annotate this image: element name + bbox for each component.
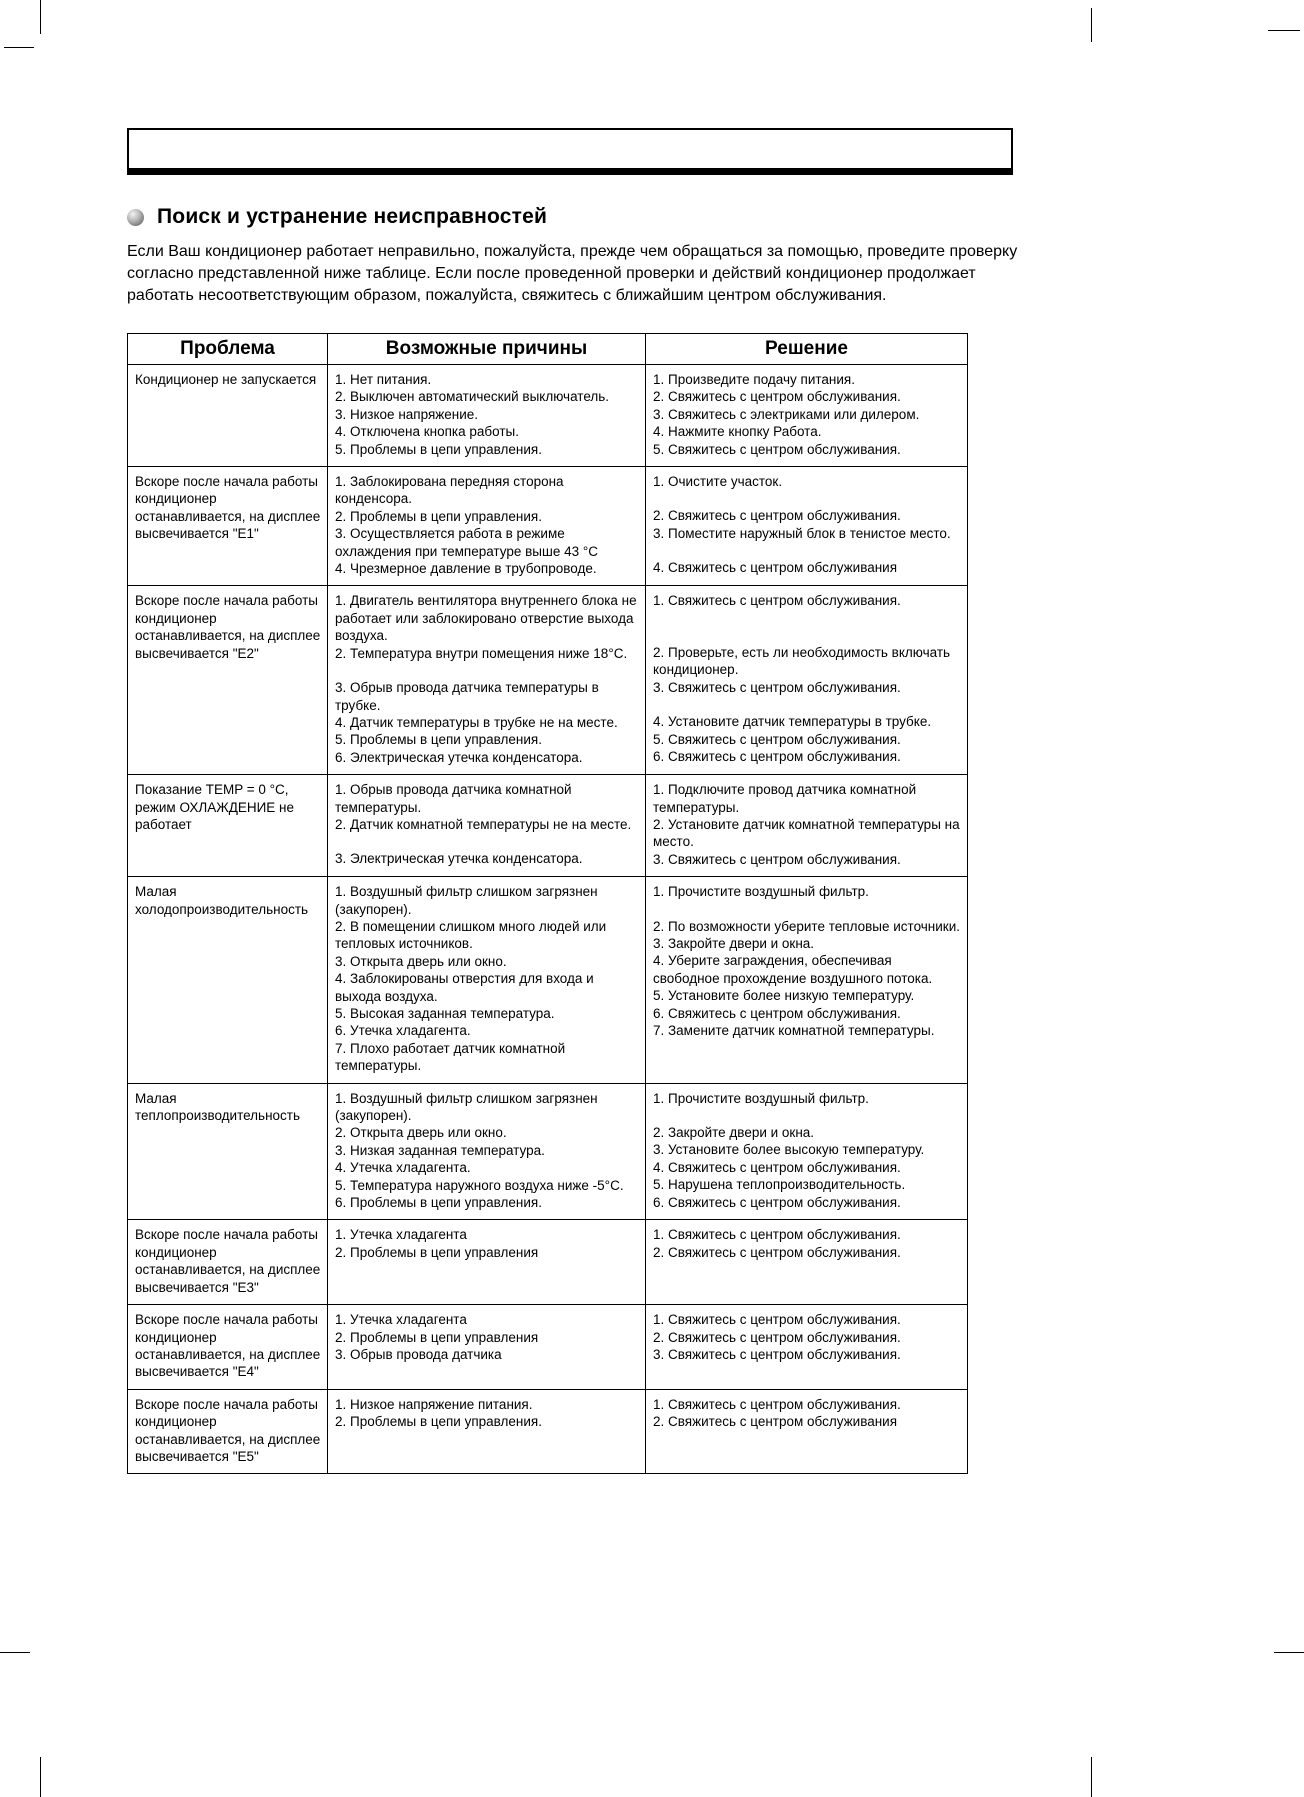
- blank-line: [653, 490, 960, 507]
- solution-item: 1. Произведите подачу питания.: [653, 372, 855, 387]
- page-header-box: [127, 128, 1013, 175]
- problem-cell: Малая теплопроизводительность: [128, 1083, 328, 1220]
- problem-cell: Вскоре после начала работы кондиционер останавливается, на дисплее высвечивается "E2": [128, 586, 328, 775]
- solutions-cell: [646, 877, 968, 1083]
- table-row: [128, 467, 968, 586]
- troubleshooting-table: [127, 333, 968, 1474]
- cause-item: 3. Низкая заданная температура.: [335, 1142, 545, 1158]
- causes-cell: [328, 1220, 646, 1305]
- table-row: [128, 1389, 968, 1474]
- cause-item: 2. В помещении слишком много людей или тепловых источников.: [335, 918, 607, 952]
- solution-item: 2. Проверьте, есть ли необходимость включать кондиционер.: [653, 644, 951, 678]
- table-row: [128, 586, 968, 775]
- table-row: [128, 1083, 968, 1220]
- blank-line: [653, 696, 960, 713]
- table-body: [128, 365, 968, 1474]
- cause-item: 5. Проблемы в цепи управления.: [335, 732, 542, 748]
- cause-item: 2. Температура внутри помещения ниже 18°C.: [335, 645, 628, 661]
- crop-mark: [40, 0, 41, 34]
- causes-cell: [328, 467, 646, 586]
- causes-cell: [328, 1389, 646, 1474]
- solutions-cell: [646, 1389, 968, 1474]
- solutions-cell: [646, 775, 968, 877]
- solution-item: 7. Замените датчик комнатной температуры.: [653, 1023, 935, 1038]
- table-row: [128, 1220, 968, 1305]
- crop-mark: [1091, 8, 1092, 42]
- cause-item: 1. Утечка хладагента: [335, 1227, 467, 1243]
- blank-line: [335, 833, 638, 850]
- solution-item: 4. Уберите заграждения, обеспечивая свободное прохождение воздушного потока.: [653, 953, 933, 986]
- cause-item: 2. Датчик комнатной температуры не на месте.: [335, 816, 632, 832]
- cause-item: 4. Отключена кнопка работы.: [335, 424, 519, 440]
- cause-item: 7. Плохо работает датчик комнатной температуры.: [335, 1040, 566, 1074]
- cause-item: 3. Обрыв провода датчика температуры в трубке.: [335, 680, 599, 713]
- cause-item: 1. Обрыв провода датчика комнатной температуры.: [335, 782, 572, 815]
- solution-item: 6. Свяжитесь с центром обслуживания.: [653, 1005, 901, 1021]
- cause-item: 6. Проблемы в цепи управления.: [335, 1195, 542, 1211]
- cause-item: 1. Заблокирована передняя сторона конденсора.: [335, 474, 564, 507]
- crop-mark: [1268, 30, 1300, 31]
- solution-item: 1. Прочистите воздушный фильтр.: [653, 1090, 869, 1106]
- solution-item: 1. Очистите участок.: [653, 474, 783, 490]
- cause-item: 5. Высокая заданная температура.: [335, 1006, 555, 1021]
- crop-mark: [1091, 1757, 1092, 1797]
- cause-item: 1. Нет питания.: [335, 372, 432, 387]
- solution-item: 2. По возможности уберите тепловые источники.: [653, 918, 961, 934]
- blank-line: [653, 542, 960, 559]
- cause-item: 1. Воздушный фильтр слишком загрязнен (закупорен).: [335, 1090, 598, 1124]
- solution-item: 4. Свяжитесь с центром обслуживания: [653, 560, 898, 576]
- cause-item: 3. Электрическая утечка конденсатора.: [335, 851, 583, 867]
- cause-item: 1. Низкое напряжение питания.: [335, 1396, 533, 1412]
- blank-line: [653, 901, 960, 918]
- table-row: [128, 877, 968, 1083]
- page-title: Поиск и устранение неисправностей: [157, 205, 548, 228]
- sphere-bullet-icon: [127, 209, 144, 226]
- solution-item: 4. Установите датчик температуры в трубке.: [653, 714, 932, 730]
- col-header-causes: Возможные причины: [328, 334, 646, 365]
- cause-item: 3. Низкое напряжение.: [335, 406, 479, 422]
- solutions-cell: [646, 365, 968, 467]
- section-title-row: [127, 205, 547, 229]
- causes-cell: [328, 877, 646, 1083]
- problem-cell: Вскоре после начала работы кондиционер останавливается, на дисплее высвечивается "E5": [128, 1389, 328, 1474]
- solutions-cell: [646, 1083, 968, 1220]
- solutions-cell: [646, 1220, 968, 1305]
- solution-item: 3. Свяжитесь с электриками или дилером.: [653, 406, 920, 422]
- blank-line: [653, 627, 960, 644]
- solution-item: 3. Поместите наружный блок в тенистое место.: [653, 525, 951, 541]
- problem-cell: Показание TEMP = 0 °C, режим ОХЛАЖДЕНИЕ не работает: [128, 775, 328, 877]
- cause-item: 2. Проблемы в цепи управления.: [335, 508, 542, 524]
- cause-item: 6. Утечка хладагента.: [335, 1023, 471, 1039]
- causes-cell: [328, 1083, 646, 1220]
- table-header-row: [128, 334, 968, 365]
- cause-item: 2. Открыта дверь или окно.: [335, 1125, 507, 1141]
- solution-item: 4. Свяжитесь с центром обслуживания.: [653, 1159, 901, 1175]
- solutions-cell: [646, 1305, 968, 1390]
- solution-item: 1. Свяжитесь с центром обслуживания.: [653, 1396, 901, 1412]
- cause-item: 1. Утечка хладагента: [335, 1312, 467, 1328]
- solution-item: 3. Закройте двери и окна.: [653, 935, 815, 951]
- solution-item: 3. Установите более высокую температуру.: [653, 1142, 925, 1158]
- solution-item: 1. Подключите провод датчика комнатной температуры.: [653, 782, 917, 815]
- cause-item: 5. Проблемы в цепи управления.: [335, 441, 542, 457]
- solution-item: 2. Свяжитесь с центром обслуживания.: [653, 389, 901, 405]
- causes-cell: [328, 775, 646, 877]
- blank-line: [653, 1107, 960, 1124]
- problem-cell: Малая холодопроизводительность: [128, 877, 328, 1083]
- solution-item: 2. Закройте двери и окна.: [653, 1125, 815, 1141]
- cause-item: 2. Выключен автоматический выключатель.: [335, 389, 610, 405]
- solutions-cell: [646, 586, 968, 775]
- causes-cell: [328, 365, 646, 467]
- problem-cell: Кондиционер не запускается: [128, 365, 328, 467]
- cause-item: 3. Обрыв провода датчика: [335, 1346, 502, 1362]
- blank-line: [653, 610, 960, 627]
- solution-item: 3. Свяжитесь с центром обслуживания.: [653, 679, 901, 695]
- cause-item: 4. Датчик температуры в трубке не на месте.: [335, 714, 618, 730]
- problem-cell: Вскоре после начала работы кондиционер останавливается, на дисплее высвечивается "E4": [128, 1305, 328, 1390]
- solution-item: 2. Свяжитесь с центром обслуживания: [653, 1414, 898, 1430]
- solution-item: 1. Свяжитесь с центром обслуживания.: [653, 1227, 901, 1243]
- crop-mark: [1274, 1652, 1304, 1653]
- solution-item: 1. Прочистите воздушный фильтр.: [653, 884, 869, 900]
- table-row: [128, 1305, 968, 1390]
- col-header-solution: Решение: [646, 334, 968, 365]
- crop-mark: [0, 1652, 30, 1653]
- solution-item: 6. Свяжитесь с центром обслуживания.: [653, 1194, 901, 1210]
- cause-item: 5. Температура наружного воздуха ниже -5°C.: [335, 1177, 624, 1193]
- crop-mark: [40, 1757, 41, 1797]
- solution-item: 1. Свяжитесь с центром обслуживания.: [653, 593, 901, 609]
- cause-item: 3. Осуществляется работа в режиме охлаждения при температуре выше 43 °C: [335, 526, 599, 559]
- solution-item: 2. Свяжитесь с центром обслуживания.: [653, 1329, 901, 1345]
- cause-item: 2. Проблемы в цепи управления: [335, 1244, 539, 1260]
- cause-item: 4. Утечка хладагента.: [335, 1160, 471, 1176]
- blank-line: [335, 662, 638, 679]
- solution-item: 5. Нарушена теплопроизводительность.: [653, 1177, 906, 1193]
- cause-item: 4. Заблокированы отверстия для входа и выхода воздуха.: [335, 971, 594, 1004]
- table-row: [128, 365, 968, 467]
- cause-item: 2. Проблемы в цепи управления: [335, 1329, 539, 1345]
- cause-item: 2. Проблемы в цепи управления.: [335, 1414, 542, 1430]
- intro-paragraph: Если Ваш кондиционер работает неправильно, пожалуйста, прежде чем обращаться за помощью, проведите проверку согласно представленной ниже таблице. Если после проведенной проверки и действий кондиционер продолжает работать несоответствующим образом, пожалуйста, свяжитесь с ближайшим центром обслуживания.: [127, 243, 1018, 305]
- cause-item: 1. Воздушный фильтр слишком загрязнен (закупорен).: [335, 884, 598, 917]
- solution-item: 3. Свяжитесь с центром обслуживания.: [653, 1346, 901, 1362]
- solution-item: 2. Установите датчик комнатной температуры на место.: [653, 816, 960, 850]
- solution-item: 5. Свяжитесь с центром обслуживания.: [653, 731, 901, 747]
- cause-item: 3. Открыта дверь или окно.: [335, 953, 507, 969]
- solution-item: 5. Установите более низкую температуру.: [653, 988, 915, 1004]
- solution-item: 5. Свяжитесь с центром обслуживания.: [653, 441, 901, 457]
- cause-item: 6. Электрическая утечка конденсатора.: [335, 749, 583, 765]
- solution-item: 3. Свяжитесь с центром обслуживания.: [653, 851, 901, 867]
- solutions-cell: [646, 467, 968, 586]
- solution-item: 6. Свяжитесь с центром обслуживания.: [653, 748, 901, 764]
- col-header-problem: Проблема: [128, 334, 328, 365]
- cause-item: 1. Двигатель вентилятора внутреннего блока не работает или заблокировано отверстие выхода воздуха.: [335, 593, 637, 644]
- problem-cell: Вскоре после начала работы кондиционер останавливается, на дисплее высвечивается "E1": [128, 467, 328, 586]
- solution-item: 2. Свяжитесь с центром обслуживания.: [653, 1244, 901, 1260]
- problem-cell: Вскоре после начала работы кондиционер останавливается, на дисплее высвечивается "E3": [128, 1220, 328, 1305]
- causes-cell: [328, 1305, 646, 1390]
- causes-cell: [328, 586, 646, 775]
- table-row: [128, 775, 968, 877]
- solution-item: 2. Свяжитесь с центром обслуживания.: [653, 508, 901, 524]
- crop-mark: [4, 47, 34, 48]
- solution-item: 1. Свяжитесь с центром обслуживания.: [653, 1312, 901, 1328]
- cause-item: 4. Чрезмерное давление в трубопроводе.: [335, 561, 597, 577]
- solution-item: 4. Нажмите кнопку Работа.: [653, 424, 822, 440]
